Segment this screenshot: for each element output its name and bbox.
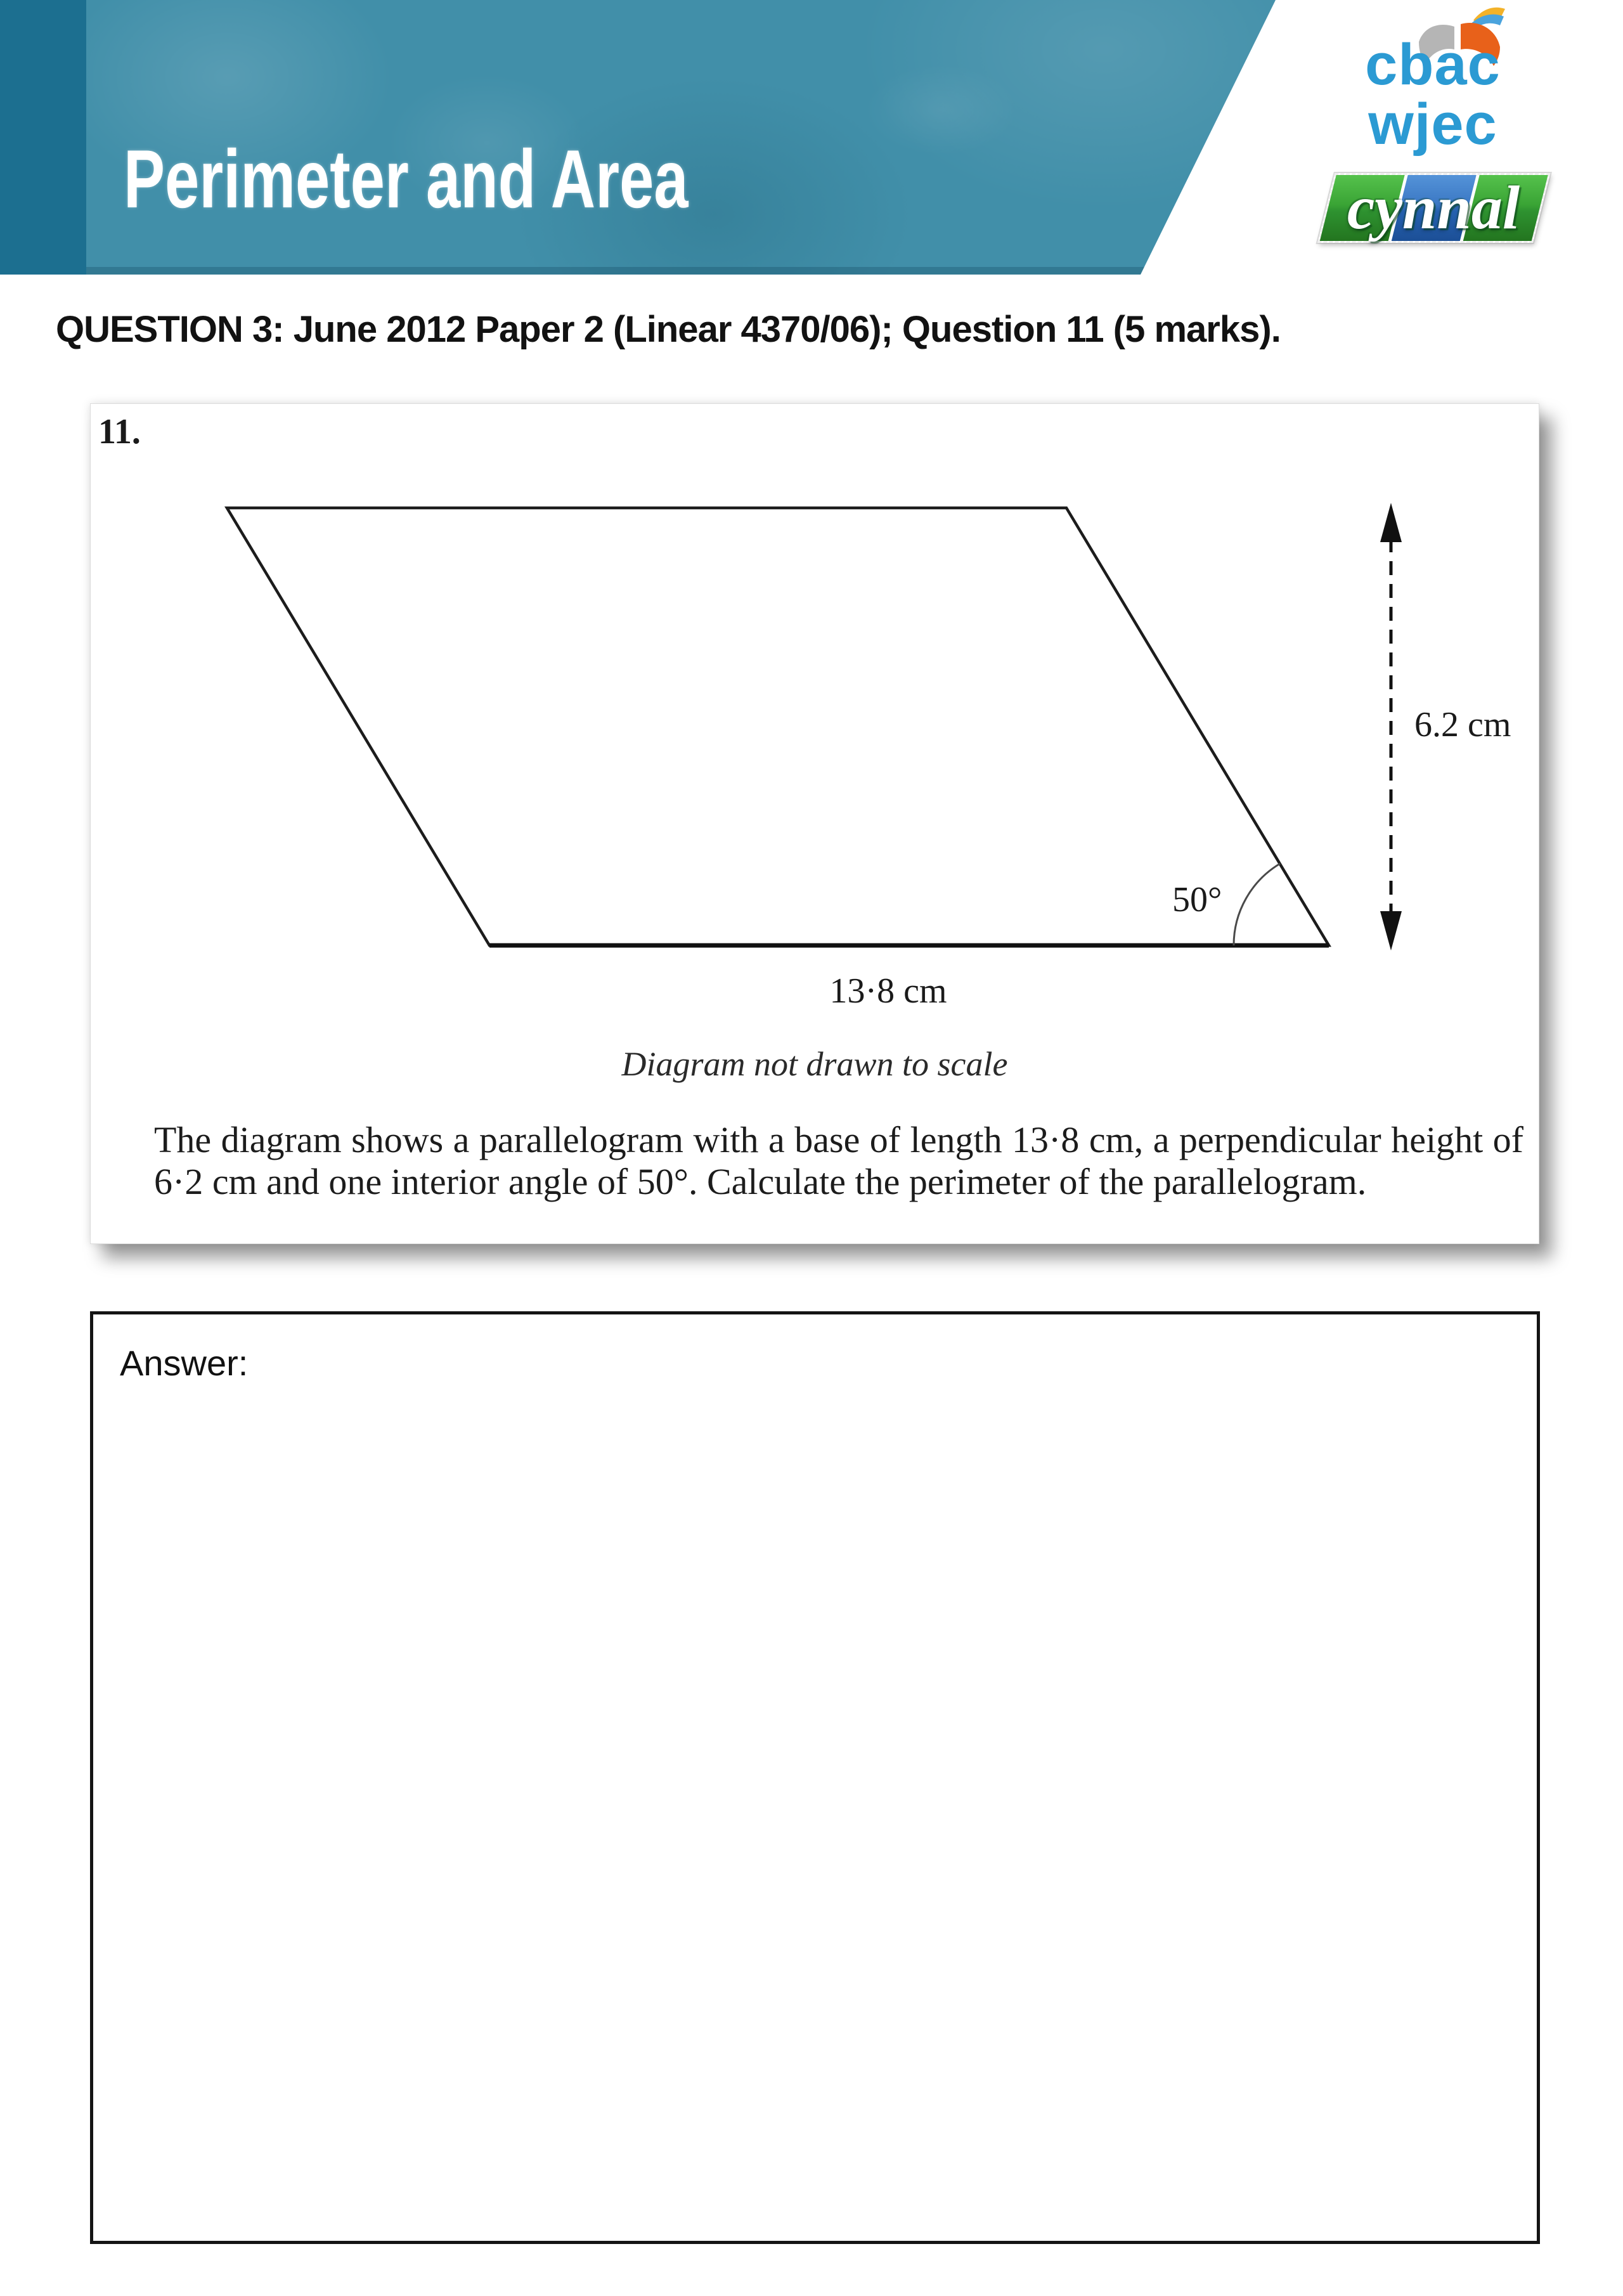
- height-dimension-arrow: [1380, 503, 1402, 950]
- arrow-up-icon: [1380, 503, 1402, 542]
- height-label: 6.2 cm: [1414, 705, 1511, 744]
- banner-bottom-edge: [0, 267, 1623, 275]
- answer-label: Answer:: [120, 1343, 249, 1383]
- base-label: 13·8 cm: [829, 971, 947, 1011]
- answer-box: [90, 1311, 1540, 2244]
- banner-left-strip: [0, 0, 86, 275]
- cynnal-logo-text: cynnal: [1347, 174, 1520, 242]
- question-text: [154, 1119, 1523, 1203]
- diagram-note: Diagram not drawn to scale: [621, 1045, 1008, 1083]
- logo-cbac-text: cbac: [1365, 32, 1501, 97]
- question-text-line2: 6·2 cm and one interior angle of 50°. Calculate the perimeter of the parallelogram.: [154, 1161, 1367, 1202]
- question-number: 11.: [98, 412, 141, 451]
- angle-arc: [1234, 864, 1280, 945]
- question-heading: QUESTION 3: June 2012 Paper 2 (Linear 4370/06); Question 11 (5 marks).: [56, 309, 1281, 350]
- parallelogram-shape: [227, 508, 1329, 945]
- angle-label: 50°: [1172, 880, 1222, 919]
- question-box: [90, 403, 1539, 1244]
- page-title: Perimeter and Area: [124, 133, 689, 225]
- logo-wjec-text: wjec: [1368, 92, 1497, 157]
- question-text-line1: The diagram shows a parallelogram with a base of length 13·8 cm, a perpendicular height of: [154, 1119, 1523, 1160]
- arrow-down-icon: [1380, 911, 1402, 950]
